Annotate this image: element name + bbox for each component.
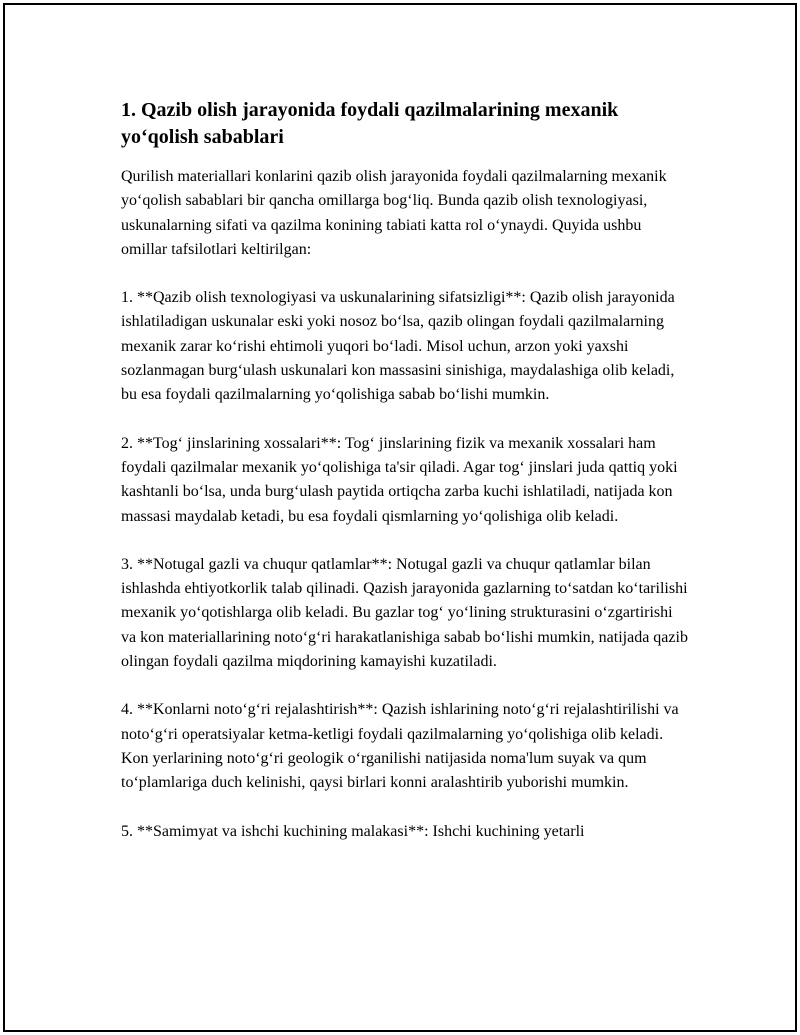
intro-paragraph: Qurilish materiallari konlarini qazib olish jarayonida foydali qazilmalarning mexanik yo‘qolish sabablari bir qancha omillarga bog‘liq. Bunda qazib olish texnologiyasi, uskunalarning sifati va qazilma konining tabiati katta rol o‘ynaydi. Quyida ushbu omillar tafsilotlari keltirilgan: [121, 168, 667, 258]
document-content [121, 97, 691, 868]
page-frame [3, 3, 797, 1032]
paragraph-item-5: 5. **Samimyat va ishchi kuchining malakasi**: Ishchi kuchining yetarli [121, 822, 585, 840]
paragraph-item-2: 2. **Tog‘ jinslarining xossalari**: Tog‘ jinslarining fizik va mexanik xossalari ham foydali qazilmalar mexanik yo‘qolishiga ta'sir qiladi. Agar tog‘ jinslari juda qattiq yoki kashtanli bo‘lsa, unda burg‘ulash paytida ortiqcha zarba kuchi ishlatiladi, natijada kon massasi maydalab ketadi, bu esa foydali qismlarning yo‘qolishiga olib keladi. [121, 434, 678, 525]
paragraph-item-4: 4. **Konlarni noto‘g‘ri rejalashtirish**: Qazish ishlarining noto‘g‘ri rejalashtirilishi va noto‘g‘ri operatsiyalar ketma-ketligi foydali qazilmalarning yo‘qolishiga olib keladi. Kon yerlarining noto‘g‘ri geologik o‘rganilishi natijasida noma'lum suyak va qum to‘plamlariga duch kelinishi, qaysi birlari konni aralashtirib yuborishi mumkin. [121, 701, 679, 792]
paragraph-item-1: 1. **Qazib olish texnologiyasi va uskunalarining sifatsizligi**: Qazib olish jarayonida ishlatiladigan uskunalar eski yoki nosoz bo‘lsa, qazib olingan foydali qazilmalarning mexanik zarar ko‘rishi ehtimoli yuqori bo‘ladi. Misol uchun, arzon yoki yaxshi sozlanmagan burg‘ulash uskunalari kon massasini sinishiga, maydalashiga olib keladi, bu esa foydali qazilmalarning yo‘qolishiga sabab bo‘lishi mumkin. [121, 289, 675, 404]
paragraph-item-3: 3. **Notugal gazli va chuqur qatlamlar**: Notugal gazli va chuqur qatlamlar bilan ishlashda ehtiyotkorlik talab qilinadi. Qazish jarayonida gazlarning to‘satdan ko‘tarilishi mexanik yo‘qotishlarga olib keladi. Bu gazlar tog‘ yo‘lining strukturasini o‘zgartirishi va kon materiallarining noto‘g‘ri harakatlanishiga sabab bo‘lishi mumkin, natijada qazib olingan foydali qazilma miqdorining kamayishi kuzatiladi. [121, 555, 688, 671]
document-heading: 1. Qazib olish jarayonida foydali qazilmalarining mexanik yo‘qolish sabablari [121, 99, 619, 148]
